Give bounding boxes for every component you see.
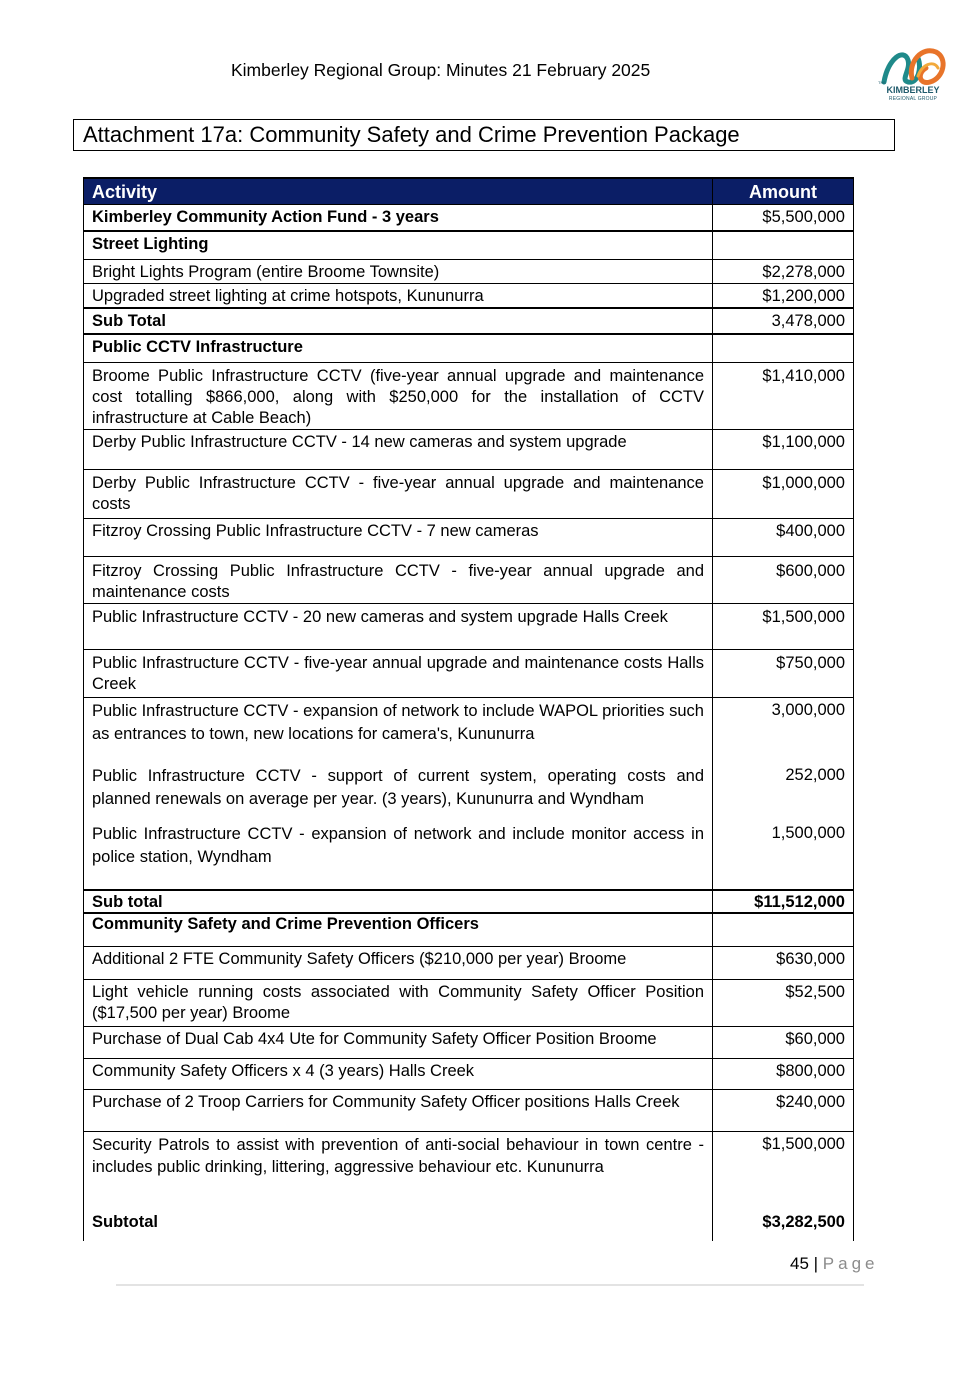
activity-cell: Community Safety Officers x 4 (3 years) Halls Creek: [84, 1058, 713, 1089]
activity-cell: Derby Public Infrastructure CCTV - 14 new cameras and system upgrade: [84, 429, 713, 469]
amount-cell: $60,000: [713, 1026, 854, 1058]
activity-cell: Upgraded street lighting at crime hotspots, Kununurra: [84, 284, 713, 309]
table-row: [84, 1089, 854, 1131]
amount-cell: 1,500,000: [713, 823, 854, 890]
table-row: [84, 979, 854, 1026]
activity-cell: Public Infrastructure CCTV - expansion of network and include monitor access in police station, Wyndham: [84, 823, 713, 890]
table-row: [84, 649, 854, 697]
logo-subtitle: REGIONAL GROUP: [888, 96, 938, 102]
activity-cell: Light vehicle running costs associated with Community Safety Officer Position ($17,500 per year) Broome: [84, 979, 713, 1026]
amount-cell: $2,278,000: [713, 260, 854, 284]
amount-cell: $600,000: [713, 556, 854, 603]
activity-cell: Bright Lights Program (entire Broome Townsite): [84, 260, 713, 284]
table-row: [84, 260, 854, 284]
logo-name: KIMBERLEY: [886, 85, 940, 95]
table-row: [84, 469, 854, 518]
activity-cell: Purchase of Dual Cab 4x4 Ute for Community Safety Officer Position Broome: [84, 1026, 713, 1058]
table-row: [84, 556, 854, 603]
amount-cell: $240,000: [713, 1089, 854, 1131]
amount-cell: 3,000,000: [713, 697, 854, 765]
amount-cell: [713, 334, 854, 362]
table-row: [84, 429, 854, 469]
page-word: Page: [822, 1254, 879, 1273]
amount-cell: $1,100,000: [713, 429, 854, 469]
table-row: [84, 362, 854, 429]
column-header-activity: Activity: [84, 178, 713, 205]
activity-cell: Public Infrastructure CCTV - 20 new cameras and system upgrade Halls Creek: [84, 603, 713, 649]
table-row: [84, 765, 854, 823]
table-row: [84, 890, 854, 913]
table-row: [84, 1131, 854, 1210]
section-heading-cell: Public CCTV Infrastructure: [84, 334, 713, 362]
table-row: [84, 603, 854, 649]
table-row: [84, 1058, 854, 1089]
table-row: [84, 284, 854, 309]
amount-cell: $800,000: [713, 1058, 854, 1089]
amount-cell: $1,200,000: [713, 284, 854, 309]
table-row: [84, 308, 854, 334]
subtotal-label-cell: Sub total: [84, 890, 713, 913]
amount-cell: 252,000: [713, 765, 854, 823]
section-heading-cell: Street Lighting: [84, 231, 713, 260]
amount-cell: [713, 231, 854, 260]
document-header-title: Kimberley Regional Group: Minutes 21 February 2025: [231, 60, 651, 80]
subtotal-label-cell: Subtotal: [84, 1210, 713, 1241]
subtotal-label-cell: Sub Total: [84, 308, 713, 334]
activity-cell: Fitzroy Crossing Public Infrastructure CCTV - five-year annual upgrade and maintenance costs: [84, 556, 713, 603]
table-row: [84, 697, 854, 765]
activity-cell: Broome Public Infrastructure CCTV (five-year annual upgrade and maintenance cost totalling $866,000, along with $250,000 for the installation of CCTV infrastructure at Cable Beach): [84, 362, 713, 429]
package-table: [83, 177, 854, 1241]
table-row: [84, 913, 854, 946]
subtotal-amount-cell: 3,478,000: [713, 308, 854, 334]
table-row: [84, 1210, 854, 1241]
amount-cell: $750,000: [713, 649, 854, 697]
table-row: [84, 205, 854, 231]
amount-cell: $5,500,000: [713, 205, 854, 231]
activity-cell: Kimberley Community Action Fund - 3 years: [84, 205, 713, 231]
amount-cell: $630,000: [713, 946, 854, 979]
page-number-value: 45: [790, 1254, 809, 1273]
page-separator: |: [808, 1254, 823, 1273]
amount-cell: $1,410,000: [713, 362, 854, 429]
page-number: [790, 1254, 879, 1274]
column-header-amount: Amount: [713, 178, 854, 205]
activity-cell: Derby Public Infrastructure CCTV - five-year annual upgrade and maintenance costs: [84, 469, 713, 518]
amount-cell: $1,500,000: [713, 603, 854, 649]
table-row: [84, 946, 854, 979]
activity-cell: Additional 2 FTE Community Safety Officers ($210,000 per year) Broome: [84, 946, 713, 979]
subtotal-amount-cell: $3,282,500: [713, 1210, 854, 1241]
amount-cell: $1,500,000: [713, 1131, 854, 1210]
activity-cell: Purchase of 2 Troop Carriers for Community Safety Officer positions Halls Creek: [84, 1089, 713, 1131]
activity-cell: Security Patrols to assist with prevention of anti-social behaviour in town centre - includes public drinking, littering, aggressive behaviour etc. Kununurra: [84, 1131, 713, 1210]
table-row: [84, 823, 854, 890]
activity-cell: Public Infrastructure CCTV - five-year annual upgrade and maintenance costs Halls Creek: [84, 649, 713, 697]
table-row: [84, 334, 854, 362]
footer-divider: [116, 1284, 864, 1286]
section-heading-cell: Community Safety and Crime Prevention Officers: [84, 913, 713, 946]
amount-cell: $52,500: [713, 979, 854, 1026]
activity-cell: Fitzroy Crossing Public Infrastructure CCTV - 7 new cameras: [84, 518, 713, 556]
activity-cell: Public Infrastructure CCTV - expansion of network to include WAPOL priorities such as entrances to town, new locations for camera's, Kununurra: [84, 697, 713, 765]
attachment-title: Attachment 17a: Community Safety and Crime Prevention Package: [73, 119, 895, 151]
table-row: [84, 231, 854, 260]
amount-cell: $1,000,000: [713, 469, 854, 518]
table-row: [84, 518, 854, 556]
subtotal-amount-cell: $11,512,000: [713, 890, 854, 913]
table-header-row: [84, 178, 854, 205]
logo-prefix: THE: [878, 80, 886, 85]
amount-cell: $400,000: [713, 518, 854, 556]
table-row: [84, 1026, 854, 1058]
amount-cell: [713, 913, 854, 946]
activity-cell: Public Infrastructure CCTV - support of current system, operating costs and planned renewals on average per year. (3 years), Kununurra and Wyndham: [84, 765, 713, 823]
